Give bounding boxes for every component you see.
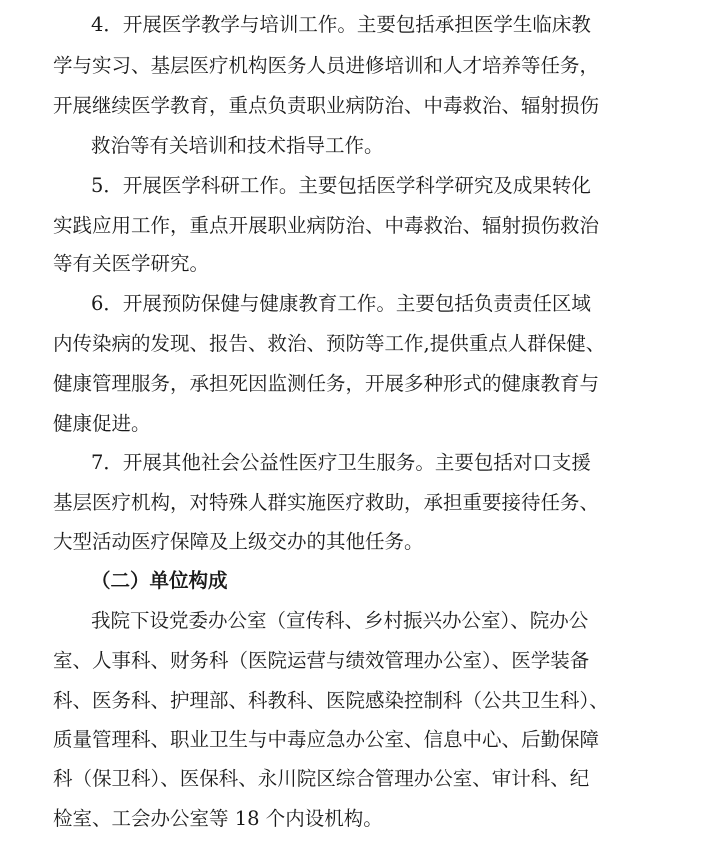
item-6-line-3: 健康管理服务，承担死因监测任务，开展多种形式的健康教育与 bbox=[53, 372, 600, 395]
section-line-3: 科、医务科、护理部、科教科、医院感染控制科（公共卫生科）、 bbox=[53, 689, 609, 712]
section-line-6: 检室、工会办公室等 18 个内设机构。 bbox=[53, 807, 383, 830]
section-line-1: 我院下设党委办公室（宣传科、乡村振兴办公室）、院办公 bbox=[91, 609, 589, 632]
item-4-line-4: 救治等有关培训和技术指导工作。 bbox=[91, 134, 384, 157]
item-4-line-2: 学与实习、基层医疗机构医务人员进修培训和人才培养等任务， bbox=[53, 54, 600, 77]
item-4-line-3: 开展继续医学教育，重点负责职业病防治、中毒救治、辐射损伤 bbox=[53, 94, 600, 117]
section-line-4: 质量管理科、职业卫生与中毒应急办公室、信息中心、后勤保障 bbox=[53, 728, 600, 751]
item-6-line-1: 6．开展预防保健与健康教育工作。主要包括负责责任区域 bbox=[91, 292, 591, 315]
item-7-line-2: 基层医疗机构，对特殊人群实施医疗救助，承担重要接待任务、 bbox=[53, 491, 600, 514]
item-5-line-2: 实践应用工作，重点开展职业病防治、中毒救治、辐射损伤救治 bbox=[53, 214, 600, 237]
section-heading: （二）单位构成 bbox=[91, 569, 228, 592]
section-line-5: 科（保卫科）、医保科、永川院区综合管理办公室、审计科、纪 bbox=[53, 767, 590, 790]
item-7-line-3: 大型活动医疗保障及上级交办的其他任务。 bbox=[53, 530, 424, 553]
item-5-line-1: 5．开展医学科研工作。主要包括医学科学研究及成果转化 bbox=[91, 174, 591, 197]
item-7-line-1: 7．开展其他社会公益性医疗卫生服务。主要包括对口支援 bbox=[91, 451, 591, 474]
item-5-line-3: 等有关医学研究。 bbox=[53, 252, 210, 275]
item-4-line-1: 4．开展医学教学与培训工作。主要包括承担医学生临床教 bbox=[91, 13, 591, 36]
item-6-line-4: 健康促进。 bbox=[53, 412, 151, 435]
section-line-2: 室、人事科、财务科（医院运营与绩效管理办公室）、医学装备 bbox=[53, 649, 590, 672]
item-6-line-2: 内传染病的发现、报告、救治、预防等工作,提供重点人群保健、 bbox=[53, 332, 606, 355]
